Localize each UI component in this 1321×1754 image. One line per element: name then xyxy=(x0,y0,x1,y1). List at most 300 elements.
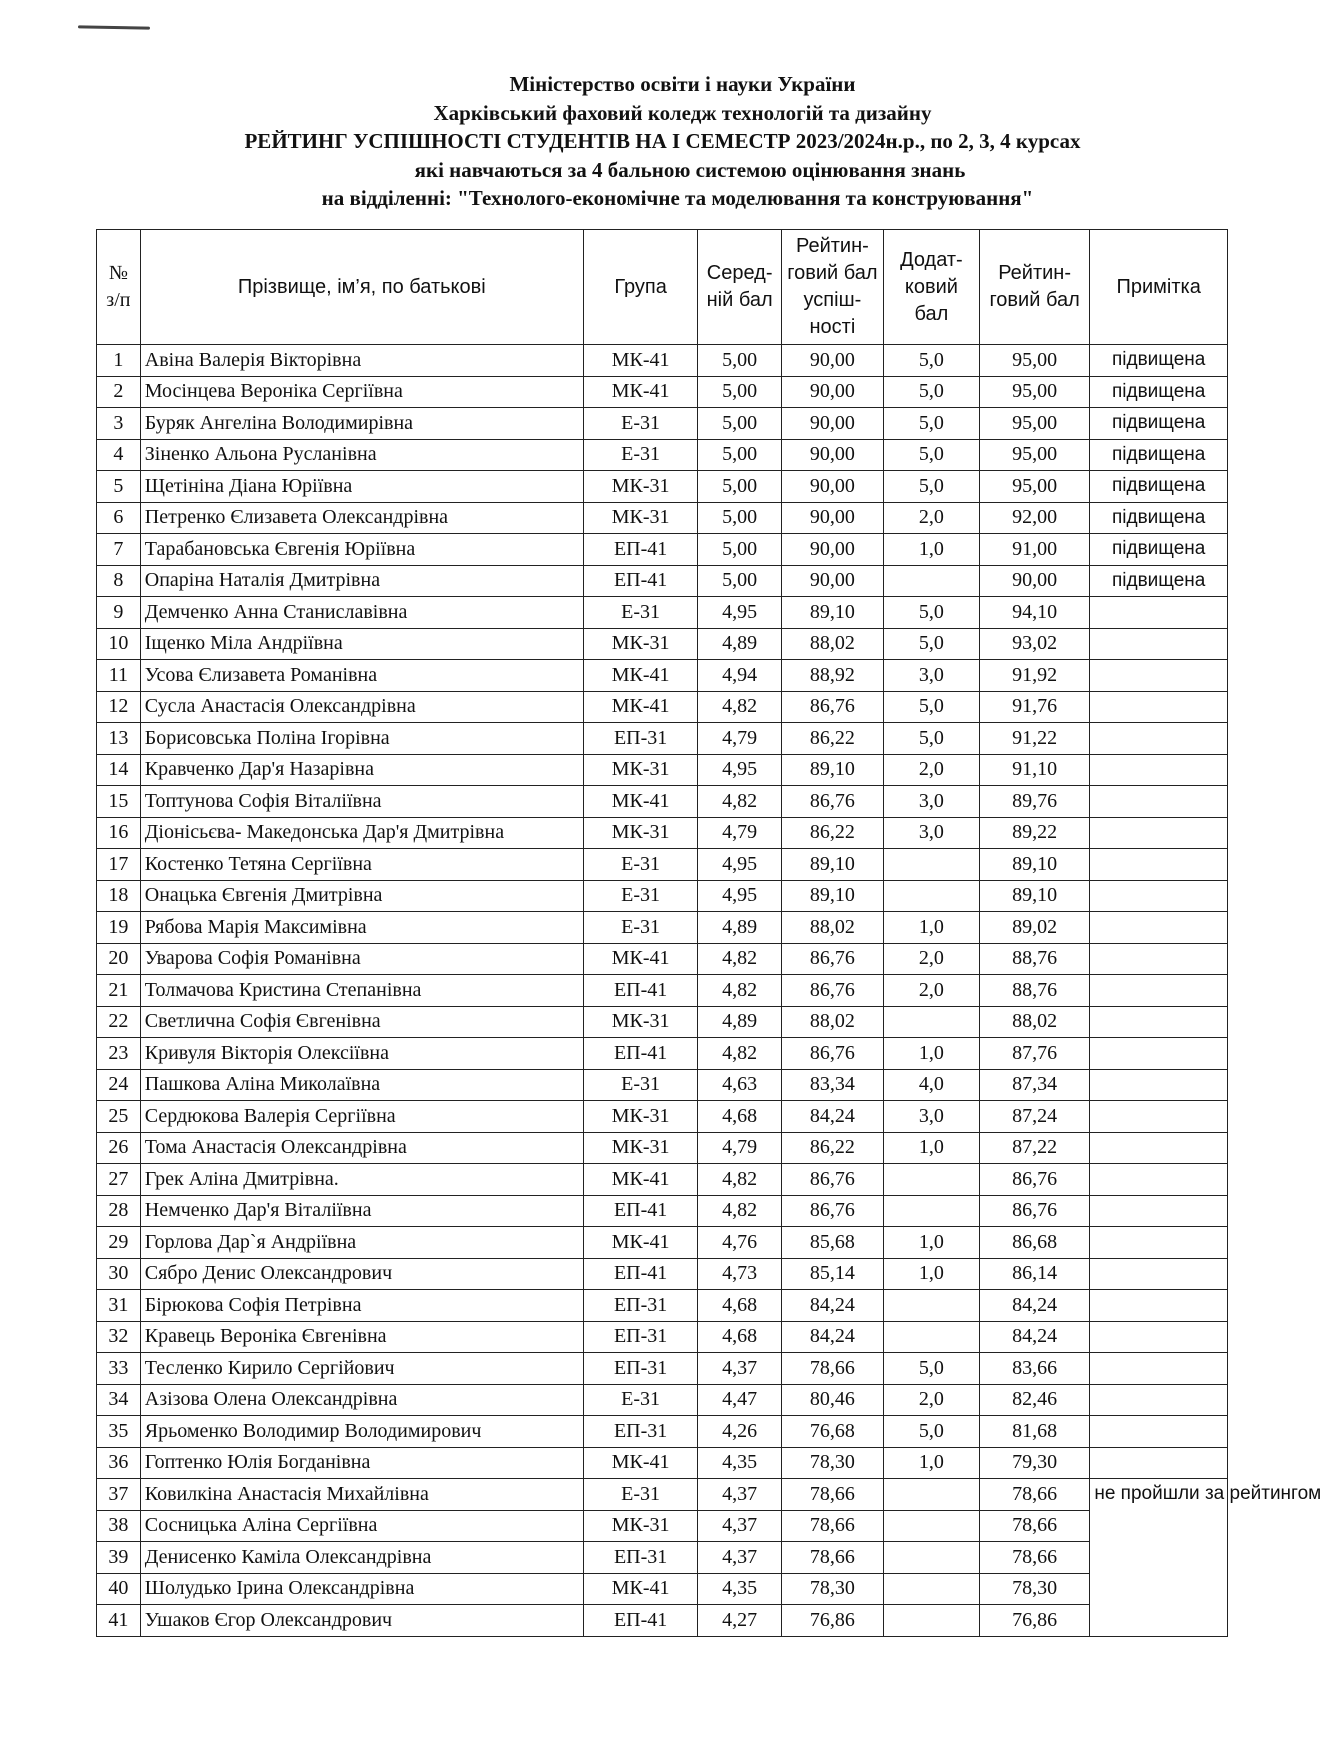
row-number: 12 xyxy=(97,691,141,723)
final-rating: 88,02 xyxy=(979,1006,1089,1038)
final-rating: 78,66 xyxy=(979,1542,1089,1574)
note xyxy=(1090,1290,1228,1322)
table-row xyxy=(97,1542,1228,1574)
document-header xyxy=(0,70,1275,213)
note xyxy=(1090,597,1228,629)
table-row xyxy=(97,912,1228,944)
final-rating: 87,76 xyxy=(979,1038,1089,1070)
final-rating: 86,68 xyxy=(979,1227,1089,1259)
row-number: 41 xyxy=(97,1605,141,1637)
final-rating: 91,76 xyxy=(979,691,1089,723)
extra-points: 5,0 xyxy=(883,439,979,471)
row-number: 23 xyxy=(97,1038,141,1070)
average-score: 4,35 xyxy=(698,1447,781,1479)
table-row xyxy=(97,1416,1228,1448)
group-code: МК-31 xyxy=(583,502,698,534)
average-score: 4,94 xyxy=(698,660,781,692)
group-code: МК-41 xyxy=(583,376,698,408)
row-number: 40 xyxy=(97,1573,141,1605)
success-rating: 90,00 xyxy=(781,439,883,471)
group-code: МК-41 xyxy=(583,345,698,377)
extra-points: 5,0 xyxy=(883,376,979,408)
note xyxy=(1090,1353,1228,1385)
student-name: Костенко Тетяна Сергіївна xyxy=(140,849,583,881)
group-code: ЕП-41 xyxy=(583,1195,698,1227)
group-code: Е-31 xyxy=(583,439,698,471)
average-score: 4,26 xyxy=(698,1416,781,1448)
average-score: 4,82 xyxy=(698,1195,781,1227)
student-name: Немченко Дар'я Віталіївна xyxy=(140,1195,583,1227)
success-rating: 78,30 xyxy=(781,1573,883,1605)
final-rating: 88,76 xyxy=(979,975,1089,1007)
extra-points xyxy=(883,880,979,912)
row-number: 15 xyxy=(97,786,141,818)
extra-points xyxy=(883,1321,979,1353)
student-name: Рябова Марія Максимівна xyxy=(140,912,583,944)
final-rating: 84,24 xyxy=(979,1290,1089,1322)
col-header-group: Група xyxy=(583,230,698,345)
final-rating: 89,10 xyxy=(979,880,1089,912)
average-score: 4,79 xyxy=(698,723,781,755)
group-code: МК-31 xyxy=(583,817,698,849)
student-name: Топтунова Софія Віталіївна xyxy=(140,786,583,818)
average-score: 5,00 xyxy=(698,376,781,408)
final-rating: 83,66 xyxy=(979,1353,1089,1385)
group-code: ЕП-41 xyxy=(583,534,698,566)
extra-points: 5,0 xyxy=(883,1353,979,1385)
table-row xyxy=(97,1101,1228,1133)
row-number: 6 xyxy=(97,502,141,534)
row-number: 37 xyxy=(97,1479,141,1511)
average-score: 4,95 xyxy=(698,880,781,912)
document-subtitle: які навчаються за 4 бальною системою оцінювання знань xyxy=(414,157,966,182)
row-number: 20 xyxy=(97,943,141,975)
student-name: Сосницька Аліна Сергіївна xyxy=(140,1510,583,1542)
success-rating: 84,24 xyxy=(781,1321,883,1353)
group-code: МК-41 xyxy=(583,786,698,818)
row-number: 10 xyxy=(97,628,141,660)
row-number: 17 xyxy=(97,849,141,881)
table-row xyxy=(97,439,1228,471)
table-row xyxy=(97,345,1228,377)
final-rating: 84,24 xyxy=(979,1321,1089,1353)
final-rating: 95,00 xyxy=(979,345,1089,377)
average-score: 4,89 xyxy=(698,628,781,660)
table-row xyxy=(97,471,1228,503)
row-number: 2 xyxy=(97,376,141,408)
note-not-passed: не пройшли за рейтингом xyxy=(1090,1479,1228,1637)
average-score: 4,82 xyxy=(698,786,781,818)
student-name: Сердюкова Валерія Сергіївна xyxy=(140,1101,583,1133)
student-name: Мосінцева Вероніка Сергіївна xyxy=(140,376,583,408)
note: підвищена xyxy=(1090,565,1228,597)
group-code: МК-31 xyxy=(583,1510,698,1542)
average-score: 4,89 xyxy=(698,1006,781,1038)
student-name: Зіненко Альона Русланівна xyxy=(140,439,583,471)
success-rating: 88,02 xyxy=(781,628,883,660)
note xyxy=(1090,1195,1228,1227)
final-rating: 91,22 xyxy=(979,723,1089,755)
table-row xyxy=(97,376,1228,408)
note xyxy=(1090,628,1228,660)
table-row xyxy=(97,597,1228,629)
table-row xyxy=(97,1605,1228,1637)
final-rating: 95,00 xyxy=(979,376,1089,408)
col-header-note: Примітка xyxy=(1090,230,1228,345)
success-rating: 90,00 xyxy=(781,408,883,440)
success-rating: 78,66 xyxy=(781,1542,883,1574)
extra-points: 5,0 xyxy=(883,471,979,503)
col-header-rating-success: Рейтин-говий бал успіш-ності xyxy=(781,230,883,345)
success-rating: 86,22 xyxy=(781,723,883,755)
student-name: Ковилкіна Анастасія Михайлівна xyxy=(140,1479,583,1511)
final-rating: 78,66 xyxy=(979,1510,1089,1542)
note xyxy=(1090,912,1228,944)
table-row xyxy=(97,786,1228,818)
average-score: 5,00 xyxy=(698,502,781,534)
success-rating: 78,66 xyxy=(781,1479,883,1511)
table-row xyxy=(97,691,1228,723)
average-score: 4,68 xyxy=(698,1290,781,1322)
extra-points xyxy=(883,1164,979,1196)
note xyxy=(1090,754,1228,786)
group-code: ЕП-41 xyxy=(583,1605,698,1637)
extra-points xyxy=(883,1573,979,1605)
table-row xyxy=(97,880,1228,912)
student-name: Щетініна Діана Юріївна xyxy=(140,471,583,503)
success-rating: 86,76 xyxy=(781,1164,883,1196)
final-rating: 78,30 xyxy=(979,1573,1089,1605)
table-row xyxy=(97,1006,1228,1038)
group-code: МК-31 xyxy=(583,1132,698,1164)
row-number: 31 xyxy=(97,1290,141,1322)
note xyxy=(1090,817,1228,849)
note xyxy=(1090,1384,1228,1416)
group-code: ЕП-41 xyxy=(583,1258,698,1290)
row-number: 4 xyxy=(97,439,141,471)
extra-points: 3,0 xyxy=(883,1101,979,1133)
document-title: РЕЙТИНГ УСПІШНОСТІ СТУДЕНТІВ НА І СЕМЕСТР 2023/2024н.р., по 2, 3, 4 курсах xyxy=(244,129,1081,153)
department-line: на відділенні: "Технолого-економічне та моделювання та конструювання" xyxy=(321,186,1034,210)
final-rating: 88,76 xyxy=(979,943,1089,975)
final-rating: 78,66 xyxy=(979,1479,1089,1511)
final-rating: 86,76 xyxy=(979,1164,1089,1196)
note: підвищена xyxy=(1090,471,1228,503)
row-number: 35 xyxy=(97,1416,141,1448)
success-rating: 85,14 xyxy=(781,1258,883,1290)
table-row xyxy=(97,565,1228,597)
group-code: МК-41 xyxy=(583,943,698,975)
note xyxy=(1090,1164,1228,1196)
average-score: 4,79 xyxy=(698,1132,781,1164)
row-number: 27 xyxy=(97,1164,141,1196)
extra-points: 5,0 xyxy=(883,628,979,660)
student-name: Усова Єлизавета Романівна xyxy=(140,660,583,692)
group-code: Е-31 xyxy=(583,597,698,629)
final-rating: 87,34 xyxy=(979,1069,1089,1101)
success-rating: 90,00 xyxy=(781,376,883,408)
group-code: Е-31 xyxy=(583,1069,698,1101)
row-number: 16 xyxy=(97,817,141,849)
final-rating: 89,22 xyxy=(979,817,1089,849)
success-rating: 76,68 xyxy=(781,1416,883,1448)
note xyxy=(1090,1006,1228,1038)
group-code: МК-41 xyxy=(583,1164,698,1196)
success-rating: 89,10 xyxy=(781,849,883,881)
group-code: ЕП-41 xyxy=(583,565,698,597)
student-name: Гоптенко Юлія Богданівна xyxy=(140,1447,583,1479)
average-score: 4,47 xyxy=(698,1384,781,1416)
final-rating: 91,10 xyxy=(979,754,1089,786)
extra-points: 1,0 xyxy=(883,1038,979,1070)
note: підвищена xyxy=(1090,502,1228,534)
row-number: 9 xyxy=(97,597,141,629)
row-number: 13 xyxy=(97,723,141,755)
student-name: Толмачова Кристина Степанівна xyxy=(140,975,583,1007)
student-name: Опаріна Наталія Дмитрівна xyxy=(140,565,583,597)
row-number: 24 xyxy=(97,1069,141,1101)
extra-points: 5,0 xyxy=(883,597,979,629)
final-rating: 86,76 xyxy=(979,1195,1089,1227)
ministry-name: Міністерство освіти і науки України xyxy=(509,72,856,96)
average-score: 4,95 xyxy=(698,754,781,786)
table-row xyxy=(97,628,1228,660)
row-number: 30 xyxy=(97,1258,141,1290)
success-rating: 90,00 xyxy=(781,471,883,503)
success-rating: 78,30 xyxy=(781,1447,883,1479)
note xyxy=(1090,1069,1228,1101)
row-number: 5 xyxy=(97,471,141,503)
table-row xyxy=(97,1447,1228,1479)
success-rating: 89,10 xyxy=(781,597,883,629)
final-rating: 91,92 xyxy=(979,660,1089,692)
note: підвищена xyxy=(1090,439,1228,471)
success-rating: 86,76 xyxy=(781,691,883,723)
average-score: 5,00 xyxy=(698,534,781,566)
table-row xyxy=(97,943,1228,975)
group-code: Е-31 xyxy=(583,880,698,912)
group-code: МК-41 xyxy=(583,1447,698,1479)
table-row xyxy=(97,502,1228,534)
table-row xyxy=(97,1227,1228,1259)
group-code: ЕП-31 xyxy=(583,723,698,755)
success-rating: 86,76 xyxy=(781,1038,883,1070)
final-rating: 86,14 xyxy=(979,1258,1089,1290)
table-row xyxy=(97,754,1228,786)
row-number: 11 xyxy=(97,660,141,692)
student-name: Тарабановська Євгенія Юріївна xyxy=(140,534,583,566)
final-rating: 92,00 xyxy=(979,502,1089,534)
success-rating: 86,76 xyxy=(781,943,883,975)
success-rating: 86,22 xyxy=(781,1132,883,1164)
extra-points xyxy=(883,1290,979,1322)
row-number: 1 xyxy=(97,345,141,377)
group-code: ЕП-31 xyxy=(583,1290,698,1322)
table-row xyxy=(97,660,1228,692)
group-code: ЕП-31 xyxy=(583,1542,698,1574)
success-rating: 90,00 xyxy=(781,345,883,377)
row-number: 8 xyxy=(97,565,141,597)
row-number: 39 xyxy=(97,1542,141,1574)
final-rating: 95,00 xyxy=(979,439,1089,471)
student-name: Сусла Анастасія Олександрівна xyxy=(140,691,583,723)
note xyxy=(1090,1132,1228,1164)
average-score: 5,00 xyxy=(698,565,781,597)
note: підвищена xyxy=(1090,345,1228,377)
table-row xyxy=(97,1290,1228,1322)
average-score: 5,00 xyxy=(698,345,781,377)
final-rating: 76,86 xyxy=(979,1605,1089,1637)
final-rating: 81,68 xyxy=(979,1416,1089,1448)
extra-points xyxy=(883,1195,979,1227)
student-name: Петренко Єлизавета Олександрівна xyxy=(140,502,583,534)
average-score: 4,37 xyxy=(698,1353,781,1385)
final-rating: 90,00 xyxy=(979,565,1089,597)
student-name: Борисовська Поліна Ігорівна xyxy=(140,723,583,755)
table-row xyxy=(97,723,1228,755)
note xyxy=(1090,1227,1228,1259)
final-rating: 87,22 xyxy=(979,1132,1089,1164)
group-code: Е-31 xyxy=(583,849,698,881)
group-code: ЕП-41 xyxy=(583,1038,698,1070)
average-score: 4,68 xyxy=(698,1101,781,1133)
student-name: Шолудько Ірина Олександрівна xyxy=(140,1573,583,1605)
student-name: Пашкова Аліна Миколаївна xyxy=(140,1069,583,1101)
extra-points: 1,0 xyxy=(883,1447,979,1479)
extra-points xyxy=(883,565,979,597)
average-score: 4,89 xyxy=(698,912,781,944)
note: підвищена xyxy=(1090,534,1228,566)
row-number: 34 xyxy=(97,1384,141,1416)
extra-points: 3,0 xyxy=(883,660,979,692)
average-score: 4,82 xyxy=(698,1038,781,1070)
student-name: Буряк Ангеліна Володимирівна xyxy=(140,408,583,440)
student-name: Діонісьєва- Македонська Дар'я Дмитрівна xyxy=(140,817,583,849)
note: підвищена xyxy=(1090,408,1228,440)
success-rating: 88,02 xyxy=(781,912,883,944)
average-score: 5,00 xyxy=(698,471,781,503)
average-score: 4,82 xyxy=(698,943,781,975)
row-number: 22 xyxy=(97,1006,141,1038)
col-header-rating: Рейтин-говий бал xyxy=(979,230,1089,345)
extra-points: 1,0 xyxy=(883,1132,979,1164)
success-rating: 86,76 xyxy=(781,975,883,1007)
success-rating: 80,46 xyxy=(781,1384,883,1416)
college-name: Харківський фаховий коледж технологій та дизайну xyxy=(433,100,932,125)
row-number: 36 xyxy=(97,1447,141,1479)
student-name: Бірюкова Софія Петрівна xyxy=(140,1290,583,1322)
success-rating: 84,24 xyxy=(781,1290,883,1322)
success-rating: 83,34 xyxy=(781,1069,883,1101)
row-number: 21 xyxy=(97,975,141,1007)
group-code: Е-31 xyxy=(583,912,698,944)
extra-points: 1,0 xyxy=(883,1258,979,1290)
extra-points: 2,0 xyxy=(883,1384,979,1416)
student-name: Уварова Софія Романівна xyxy=(140,943,583,975)
success-rating: 84,24 xyxy=(781,1101,883,1133)
note xyxy=(1090,880,1228,912)
table-row xyxy=(97,1479,1228,1511)
col-header-num: № з/п xyxy=(97,230,141,345)
extra-points: 5,0 xyxy=(883,345,979,377)
row-number: 38 xyxy=(97,1510,141,1542)
table-row xyxy=(97,1384,1228,1416)
student-name: Азізова Олена Олександрівна xyxy=(140,1384,583,1416)
table-row xyxy=(97,1038,1228,1070)
final-rating: 82,46 xyxy=(979,1384,1089,1416)
final-rating: 95,00 xyxy=(979,471,1089,503)
col-header-extra: Додат-ковий бал xyxy=(883,230,979,345)
table-row xyxy=(97,1164,1228,1196)
note xyxy=(1090,691,1228,723)
group-code: Е-31 xyxy=(583,408,698,440)
row-number: 28 xyxy=(97,1195,141,1227)
average-score: 5,00 xyxy=(698,439,781,471)
extra-points: 2,0 xyxy=(883,943,979,975)
student-name: Грек Аліна Дмитрівна. xyxy=(140,1164,583,1196)
average-score: 4,95 xyxy=(698,849,781,881)
average-score: 4,73 xyxy=(698,1258,781,1290)
note xyxy=(1090,1321,1228,1353)
group-code: ЕП-31 xyxy=(583,1353,698,1385)
final-rating: 95,00 xyxy=(979,408,1089,440)
table-row xyxy=(97,1069,1228,1101)
row-number: 18 xyxy=(97,880,141,912)
student-name: Ушаков Єгор Олександрович xyxy=(140,1605,583,1637)
success-rating: 78,66 xyxy=(781,1510,883,1542)
average-score: 4,82 xyxy=(698,975,781,1007)
group-code: МК-31 xyxy=(583,754,698,786)
student-name: Светлична Софія Євгенівна xyxy=(140,1006,583,1038)
student-name: Тесленко Кирило Сергійович xyxy=(140,1353,583,1385)
student-name: Горлова Дар`я Андріївна xyxy=(140,1227,583,1259)
extra-points: 4,0 xyxy=(883,1069,979,1101)
note xyxy=(1090,660,1228,692)
extra-points: 1,0 xyxy=(883,1227,979,1259)
average-score: 4,79 xyxy=(698,817,781,849)
group-code: МК-41 xyxy=(583,691,698,723)
extra-points: 5,0 xyxy=(883,691,979,723)
student-name: Онацька Євгенія Дмитрівна xyxy=(140,880,583,912)
student-name: Демченко Анна Станиславівна xyxy=(140,597,583,629)
average-score: 4,37 xyxy=(698,1510,781,1542)
student-name: Денисенко Каміла Олександрівна xyxy=(140,1542,583,1574)
success-rating: 90,00 xyxy=(781,502,883,534)
extra-points: 5,0 xyxy=(883,408,979,440)
note xyxy=(1090,849,1228,881)
final-rating: 87,24 xyxy=(979,1101,1089,1133)
table-row xyxy=(97,1353,1228,1385)
average-score: 4,27 xyxy=(698,1605,781,1637)
extra-points xyxy=(883,1479,979,1511)
table-header-row xyxy=(97,230,1228,345)
row-number: 25 xyxy=(97,1101,141,1133)
group-code: ЕП-31 xyxy=(583,1416,698,1448)
success-rating: 76,86 xyxy=(781,1605,883,1637)
success-rating: 88,02 xyxy=(781,1006,883,1038)
group-code: ЕП-31 xyxy=(583,1321,698,1353)
success-rating: 89,10 xyxy=(781,880,883,912)
extra-points: 5,0 xyxy=(883,1416,979,1448)
table-row xyxy=(97,1132,1228,1164)
student-name: Авіна Валерія Вікторівна xyxy=(140,345,583,377)
average-score: 4,95 xyxy=(698,597,781,629)
row-number: 19 xyxy=(97,912,141,944)
final-rating: 89,76 xyxy=(979,786,1089,818)
table-row xyxy=(97,1510,1228,1542)
average-score: 4,68 xyxy=(698,1321,781,1353)
final-rating: 79,30 xyxy=(979,1447,1089,1479)
